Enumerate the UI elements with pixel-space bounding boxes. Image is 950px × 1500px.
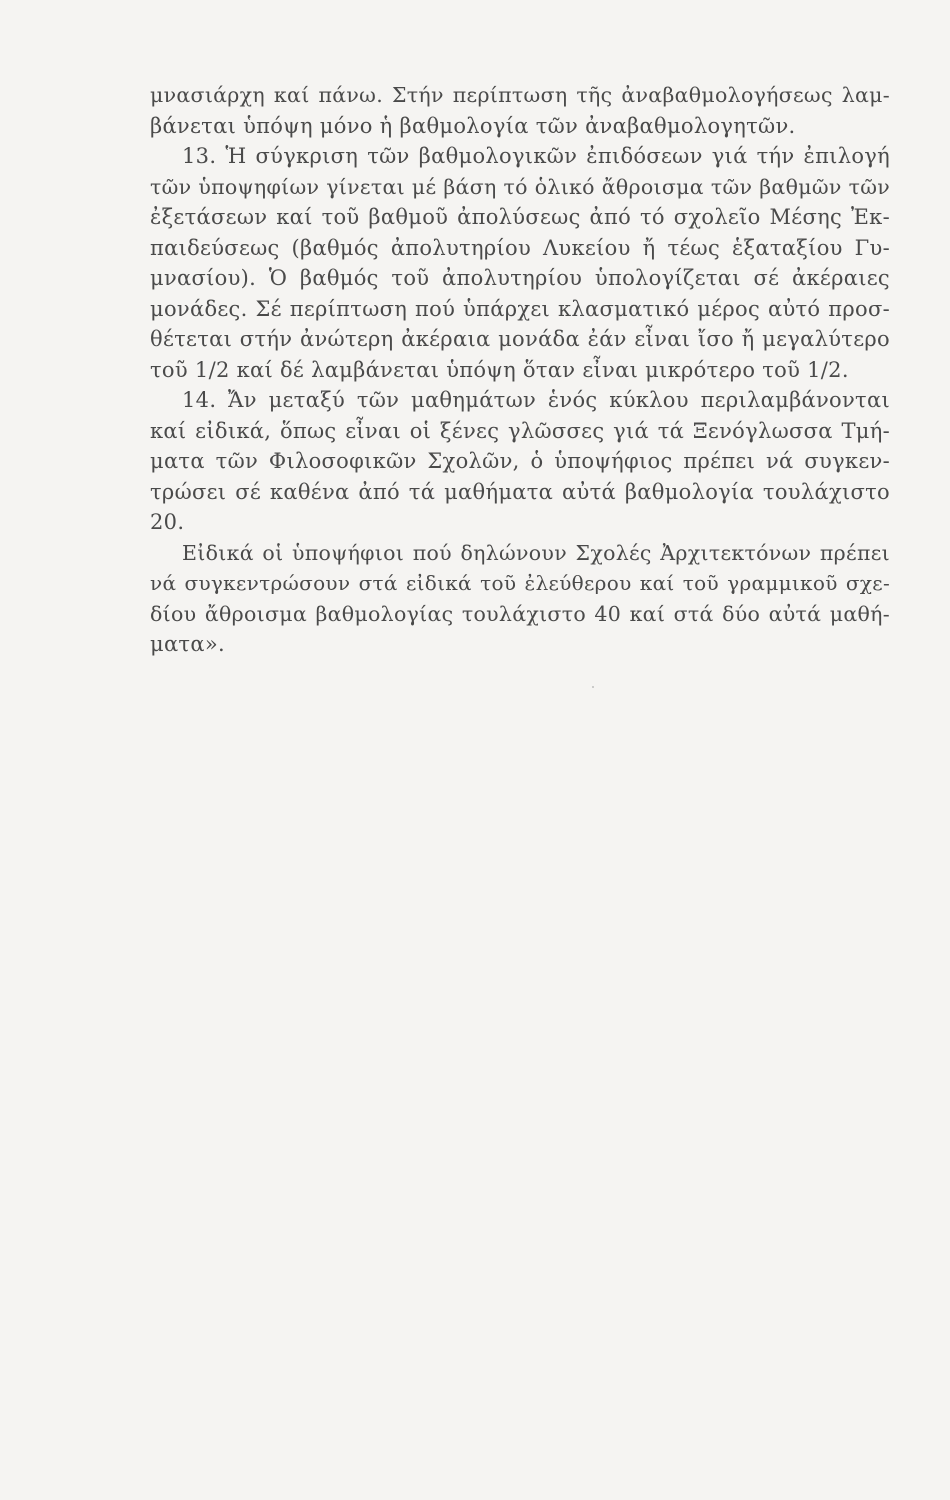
text-line: παιδεύσεως (βαθμός ἀπολυτηρίου Λυκείου ἤ τέως ἑξαταξίου Γυ- — [150, 235, 890, 260]
text-line: Εἰδικά οἱ ὑποψήφιοι πού δηλώνουν Σχολές Ἀρχιτεκτόνων πρέπει — [182, 540, 890, 565]
text-line: δίου ἄθροισμα βαθμολογίας τουλάχιστο 40 καί στά δύο αὐτά μαθή- — [150, 601, 890, 626]
text-line: 13. Ἡ σύγκριση τῶν βαθμολογικῶν ἐπιδόσεων γιά τήν ἐπιλογή — [182, 144, 890, 168]
text-line: 20. — [150, 510, 185, 534]
paper-speck — [592, 686, 594, 688]
text-line: τρώσει σέ καθένα ἀπό τά μαθήματα αὐτά βαθμολογία τουλάχιστο — [150, 479, 890, 504]
text-line: θέτεται στήν ἀνώτερη ἀκέραια μονάδα ἐάν εἶναι ἴσο ἤ μεγαλύτερο — [150, 327, 890, 351]
text-line: 14. Ἄν μεταξύ τῶν μαθημάτων ἑνός κύκλου περιλαμβάνονται — [182, 388, 890, 412]
text-line: καί εἰδικά, ὅπως εἶναι οἱ ξένες γλῶσσες γιά τά Ξενόγλωσσα Τμή- — [150, 418, 890, 443]
text-line: ἐξετάσεων καί τοῦ βαθμοῦ ἀπολύσεως ἀπό τό σχολεῖο Μέσης Ἐκ- — [150, 205, 890, 229]
text-line: μνασιάρχη καί πάνω. Στήν περίπτωση τῆς ἀναβαθμολογήσεως λαμ- — [150, 83, 890, 107]
text-line: βάνεται ὑπόψη μόνο ἡ βαθμολογία τῶν ἀναβαθμολογητῶν. — [150, 113, 796, 138]
text-line: ματα τῶν Φιλοσοφικῶν Σχολῶν, ὁ ὑποψήφιος πρέπει νά συγκεν- — [150, 449, 890, 473]
text-line: νά συγκεντρώσουν στά εἰδικά τοῦ ἐλεύθερου καί τοῦ γραμμικοῦ σχε- — [150, 571, 890, 595]
text-line: τοῦ 1/2 καί δέ λαμβάνεται ὑπόψη ὅταν εἶναι μικρότερο τοῦ 1/2. — [150, 357, 849, 382]
text-line: μονάδες. Σέ περίπτωση πού ὑπάρχει κλασματικό μέρος αὐτό προσ- — [150, 296, 890, 321]
text-line: τῶν ὑποψηφίων γίνεται μέ βάση τό ὁλικό ἄθροισμα τῶν βαθμῶν τῶν — [150, 174, 890, 199]
text-line: ματα». — [150, 632, 225, 656]
text-line: μνασίου). Ὁ βαθμός τοῦ ἀπολυτηρίου ὑπολογίζεται σέ ἀκέραιες — [150, 266, 890, 290]
body-text — [150, 80, 890, 660]
